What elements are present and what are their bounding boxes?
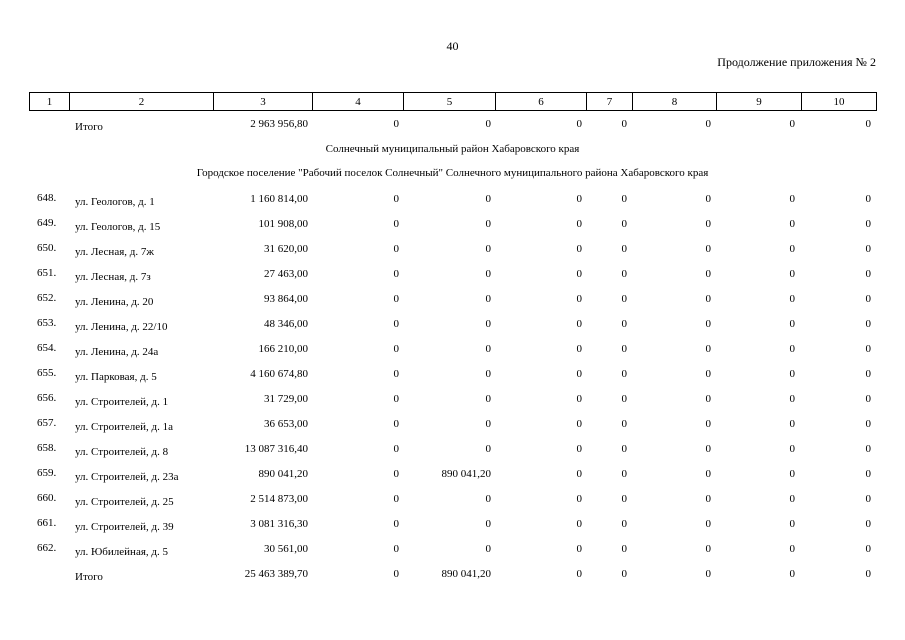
cell: 0 [485, 343, 491, 355]
total-row-bottom [0, 567, 905, 592]
cell: 166 210,00 [258, 343, 308, 355]
cell: 0 [393, 243, 399, 255]
cell: 0 [705, 318, 711, 330]
cell: 25 463 389,70 [244, 568, 308, 580]
settlement-heading: Городское поселение "Рабочий поселок Солнечный" Солнечного муниципального района Хабаровского края [196, 167, 709, 179]
cell: 3 081 316,30 [250, 518, 308, 530]
col-header-1: 1 [30, 93, 70, 111]
cell: 0 [865, 243, 871, 255]
cell: 0 [621, 418, 627, 430]
row-address: ул. Строителей, д. 1а [75, 421, 173, 433]
cell: 0 [621, 243, 627, 255]
row-address: ул. Строителей, д. 8 [75, 446, 169, 458]
table-row [0, 392, 905, 417]
row-address: ул. Строителей, д. 23а [75, 471, 179, 483]
table-row [0, 267, 905, 292]
cell: 0 [485, 393, 491, 405]
cell: 0 [705, 493, 711, 505]
cell: 0 [705, 543, 711, 555]
cell: 1 160 814,00 [250, 193, 308, 205]
cell: 0 [705, 343, 711, 355]
cell: 0 [393, 518, 399, 530]
cell: 0 [576, 218, 582, 230]
row-address: ул. Геологов, д. 15 [75, 221, 161, 233]
cell: 0 [621, 293, 627, 305]
cell: 0 [621, 318, 627, 330]
cell: 0 [705, 368, 711, 380]
column-header-table [29, 92, 877, 111]
cell: 0 [393, 393, 399, 405]
cell: 30 561,00 [264, 543, 308, 555]
cell: 0 [789, 418, 795, 430]
table-row [0, 342, 905, 367]
cell: 27 463,00 [264, 268, 308, 280]
cell: 0 [705, 468, 711, 480]
table-row [0, 417, 905, 442]
row-number: 655. [37, 367, 57, 379]
cell: 0 [789, 243, 795, 255]
row-number: 651. [37, 267, 57, 279]
cell: 13 087 316,40 [244, 443, 308, 455]
row-number: 648. [37, 192, 57, 204]
row-number: 650. [37, 242, 57, 254]
total-label: Итого [75, 121, 103, 133]
cell: 0 [789, 318, 795, 330]
cell: 0 [789, 343, 795, 355]
cell: 0 [485, 493, 491, 505]
cell: 0 [789, 268, 795, 280]
cell: 0 [865, 318, 871, 330]
cell: 0 [393, 218, 399, 230]
cell: 0 [865, 493, 871, 505]
cell: 0 [705, 393, 711, 405]
cell: 0 [393, 118, 399, 130]
cell: 31 729,00 [264, 393, 308, 405]
cell: 0 [705, 193, 711, 205]
cell: 0 [865, 568, 871, 580]
cell: 0 [789, 393, 795, 405]
cell: 0 [485, 218, 491, 230]
cell: 0 [789, 543, 795, 555]
row-address: ул. Ленина, д. 24а [75, 346, 159, 358]
row-address: ул. Юбилейная, д. 5 [75, 546, 168, 558]
cell: 0 [576, 393, 582, 405]
cell: 890 041,20 [441, 568, 491, 580]
cell: 0 [576, 343, 582, 355]
cell: 0 [621, 118, 627, 130]
cell: 0 [621, 518, 627, 530]
cell: 0 [865, 518, 871, 530]
cell: 0 [865, 218, 871, 230]
cell: 0 [485, 243, 491, 255]
table-row [0, 492, 905, 517]
row-number: 652. [37, 292, 57, 304]
total-row-top [0, 117, 905, 142]
col-header-7: 7 [587, 93, 633, 111]
row-number: 660. [37, 492, 57, 504]
cell: 0 [393, 368, 399, 380]
cell: 0 [865, 543, 871, 555]
row-number: 657. [37, 417, 57, 429]
cell: 0 [393, 568, 399, 580]
cell: 0 [485, 368, 491, 380]
cell: 890 041,20 [258, 468, 308, 480]
cell: 0 [393, 493, 399, 505]
appendix-note: Продолжение приложения № 2 [717, 55, 876, 69]
cell: 0 [393, 543, 399, 555]
cell: 0 [576, 318, 582, 330]
cell: 0 [865, 343, 871, 355]
cell: 0 [865, 368, 871, 380]
row-address: ул. Лесная, д. 7з [75, 271, 151, 283]
cell: 0 [485, 418, 491, 430]
cell: 0 [789, 468, 795, 480]
cell: 0 [576, 443, 582, 455]
cell: 0 [621, 368, 627, 380]
table-row [0, 192, 905, 217]
table-row [0, 467, 905, 492]
cell: 0 [705, 118, 711, 130]
col-header-4: 4 [313, 93, 404, 111]
cell: 0 [789, 493, 795, 505]
cell: 0 [485, 293, 491, 305]
cell: 0 [393, 318, 399, 330]
cell: 0 [576, 468, 582, 480]
total-label: Итого [75, 571, 103, 583]
table-row [0, 442, 905, 467]
col-header-2: 2 [70, 93, 214, 111]
cell: 0 [865, 393, 871, 405]
cell: 0 [621, 193, 627, 205]
col-header-3: 3 [214, 93, 313, 111]
table-row [0, 242, 905, 267]
cell: 0 [705, 243, 711, 255]
cell: 0 [621, 393, 627, 405]
cell: 0 [865, 293, 871, 305]
col-header-5: 5 [404, 93, 496, 111]
cell: 0 [865, 193, 871, 205]
cell: 0 [621, 568, 627, 580]
col-header-6: 6 [496, 93, 587, 111]
cell: 0 [705, 218, 711, 230]
cell: 0 [393, 293, 399, 305]
table-row [0, 517, 905, 542]
cell: 0 [485, 543, 491, 555]
cell: 0 [576, 293, 582, 305]
cell: 0 [621, 468, 627, 480]
cell: 0 [576, 543, 582, 555]
cell: 4 160 674,80 [250, 368, 308, 380]
table-row [0, 217, 905, 242]
cell: 0 [485, 518, 491, 530]
cell: 48 346,00 [264, 318, 308, 330]
cell: 0 [485, 268, 491, 280]
row-address: ул. Геологов, д. 1 [75, 196, 155, 208]
row-address: ул. Строителей, д. 1 [75, 396, 169, 408]
cell: 0 [865, 418, 871, 430]
cell: 0 [485, 193, 491, 205]
cell: 0 [789, 368, 795, 380]
cell: 0 [865, 118, 871, 130]
col-header-9: 9 [717, 93, 802, 111]
cell: 0 [789, 568, 795, 580]
cell: 0 [705, 293, 711, 305]
cell: 0 [705, 568, 711, 580]
cell: 0 [705, 443, 711, 455]
cell: 0 [789, 118, 795, 130]
table-row [0, 317, 905, 342]
row-number: 656. [37, 392, 57, 404]
cell: 0 [705, 518, 711, 530]
cell: 0 [576, 368, 582, 380]
cell: 0 [789, 193, 795, 205]
row-number: 654. [37, 342, 57, 354]
cell: 0 [705, 268, 711, 280]
cell: 0 [576, 243, 582, 255]
cell: 0 [621, 218, 627, 230]
cell: 890 041,20 [441, 468, 491, 480]
cell: 0 [393, 193, 399, 205]
cell: 0 [576, 268, 582, 280]
cell: 0 [789, 293, 795, 305]
cell: 0 [485, 443, 491, 455]
cell: 0 [865, 443, 871, 455]
row-number: 659. [37, 467, 57, 479]
cell: 31 620,00 [264, 243, 308, 255]
cell: 0 [576, 493, 582, 505]
cell: 2 963 956,80 [250, 118, 308, 130]
cell: 0 [393, 268, 399, 280]
table-row [0, 292, 905, 317]
cell: 0 [789, 518, 795, 530]
row-address: ул. Строителей, д. 39 [75, 521, 174, 533]
row-number: 649. [37, 217, 57, 229]
cell: 0 [485, 318, 491, 330]
col-header-10: 10 [802, 93, 877, 111]
page-number: 40 [446, 39, 459, 53]
cell: 0 [485, 118, 491, 130]
cell: 0 [576, 518, 582, 530]
cell: 0 [789, 218, 795, 230]
cell: 0 [621, 443, 627, 455]
cell: 0 [393, 418, 399, 430]
cell: 0 [789, 443, 795, 455]
cell: 0 [576, 193, 582, 205]
cell: 0 [576, 418, 582, 430]
cell: 0 [621, 543, 627, 555]
cell: 0 [621, 268, 627, 280]
row-number: 653. [37, 317, 57, 329]
row-number: 662. [37, 542, 57, 554]
cell: 0 [393, 343, 399, 355]
cell: 0 [621, 343, 627, 355]
cell: 0 [865, 268, 871, 280]
cell: 36 653,00 [264, 418, 308, 430]
row-address: ул. Парковая, д. 5 [75, 371, 157, 383]
district-heading: Солнечный муниципальный район Хабаровского края [325, 143, 580, 155]
cell: 2 514 873,00 [250, 493, 308, 505]
cell: 0 [705, 418, 711, 430]
row-address: ул. Строителей, д. 25 [75, 496, 174, 508]
col-header-8: 8 [633, 93, 717, 111]
cell: 0 [865, 468, 871, 480]
table-row [0, 542, 905, 567]
row-address: ул. Лесная, д. 7ж [75, 246, 154, 258]
row-number: 658. [37, 442, 57, 454]
cell: 0 [576, 568, 582, 580]
row-address: ул. Ленина, д. 20 [75, 296, 154, 308]
cell: 93 864,00 [264, 293, 308, 305]
table-row [0, 367, 905, 392]
row-number: 661. [37, 517, 57, 529]
cell: 0 [576, 118, 582, 130]
row-address: ул. Ленина, д. 22/10 [75, 321, 168, 333]
cell: 0 [393, 468, 399, 480]
cell: 0 [393, 443, 399, 455]
cell: 0 [621, 493, 627, 505]
cell: 101 908,00 [258, 218, 308, 230]
